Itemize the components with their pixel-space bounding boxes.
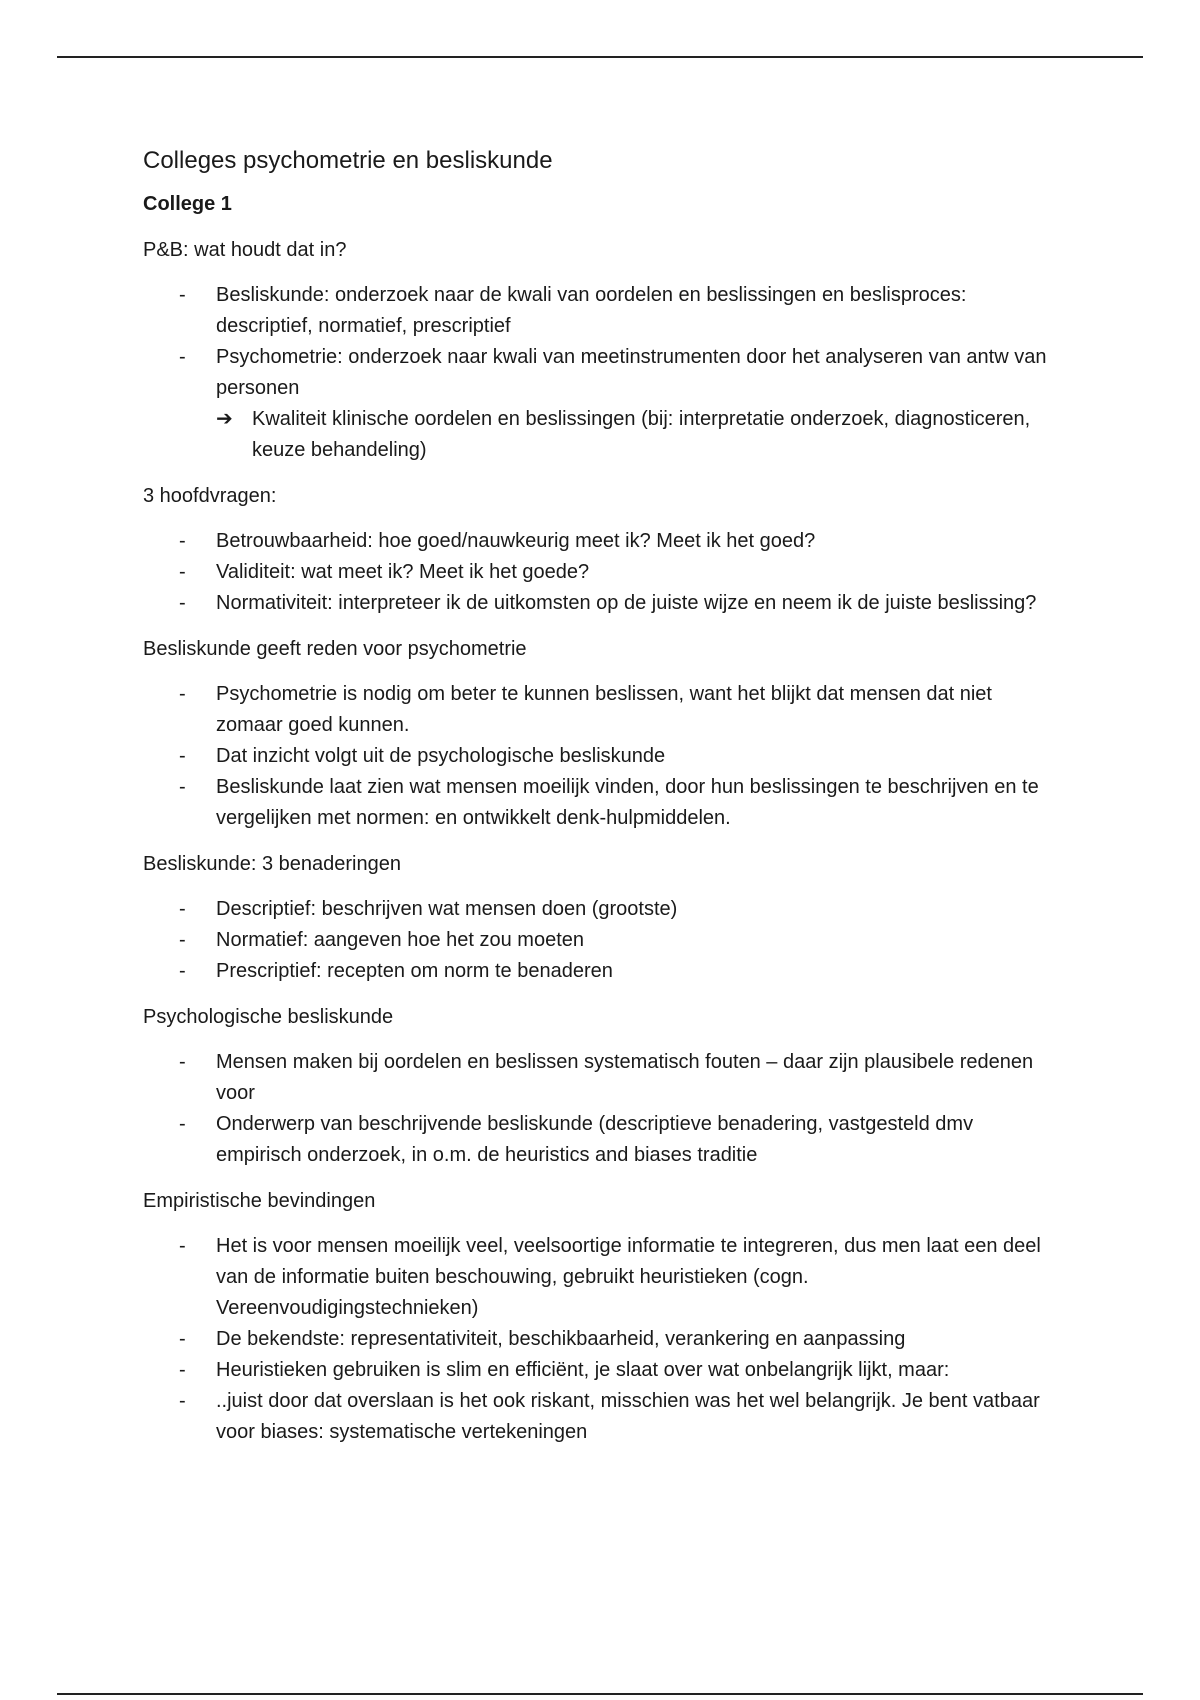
list-item: - Descriptief: beschrijven wat mensen doen (grootste) [143, 894, 1063, 925]
document-subtitle: College 1 [143, 193, 232, 215]
dash-bullet: - [179, 898, 186, 920]
dash-bullet: - [179, 929, 186, 951]
dash-bullet: - [179, 346, 186, 368]
list-item: - Normatief: aangeven hoe het zou moeten [143, 925, 1063, 956]
list-item: - Onderwerp van beschrijvende besliskunde (descriptieve benadering, vastgesteld dmv empirisch onderzoek, in o.m. de heuristics and biases traditie [143, 1109, 1063, 1171]
list-item: - Betrouwbaarheid: hoe goed/nauwkeurig meet ik? Meet ik het goed? [143, 526, 1063, 557]
section-reden [143, 635, 1063, 834]
bullet-list [143, 280, 1063, 466]
document-body [143, 144, 1063, 1464]
dash-bullet: - [179, 1235, 186, 1257]
section-psychologische [143, 1003, 1063, 1171]
dash-bullet: - [179, 683, 186, 705]
dash-bullet: - [179, 776, 186, 798]
dash-bullet: - [179, 284, 186, 306]
section-heading: Besliskunde geeft reden voor psychometrie [143, 638, 527, 660]
bullet-list [143, 526, 1063, 619]
dash-bullet: - [179, 960, 186, 982]
list-item: - De bekendste: representativiteit, beschikbaarheid, verankering en aanpassing [143, 1324, 1063, 1355]
list-item: - Besliskunde: onderzoek naar de kwali van oordelen en beslissingen en beslisproces: descriptief, normatief, prescriptief [143, 280, 1063, 342]
arrow-sub-item: ➔ Kwaliteit klinische oordelen en beslissingen (bij: interpretatie onderzoek, diagnosticeren, keuze behandeling) [216, 404, 1063, 466]
list-item: - Het is voor mensen moeilijk veel, veelsoortige informatie te integreren, dus men laat een deel van de informatie buiten beschouwing, gebruikt heuristieken (cogn. Vereenvoudigingstechnieken) [143, 1231, 1063, 1324]
dash-bullet: - [179, 561, 186, 583]
header-rule [57, 56, 1143, 58]
list-item: - Psychometrie is nodig om beter te kunnen beslissen, want het blijkt dat mensen dat niet zomaar goed kunnen. [143, 679, 1063, 741]
list-item: - Prescriptief: recepten om norm te benaderen [143, 956, 1063, 987]
document-title: Colleges psychometrie en besliskunde [143, 147, 553, 174]
section-pb [143, 236, 1063, 466]
section-heading: P&B: wat houdt dat in? [143, 239, 347, 261]
section-heading: 3 hoofdvragen: [143, 485, 277, 507]
dash-bullet: - [179, 1390, 186, 1412]
section-heading: Besliskunde: 3 benaderingen [143, 853, 401, 875]
list-item: - Validiteit: wat meet ik? Meet ik het goede? [143, 557, 1063, 588]
list-item: - Mensen maken bij oordelen en beslissen systematisch fouten – daar zijn plausibele redenen voor [143, 1047, 1063, 1109]
section-benaderingen [143, 850, 1063, 987]
bullet-list [143, 894, 1063, 987]
bullet-list [143, 1047, 1063, 1171]
section-hoofdvragen [143, 482, 1063, 619]
list-item: - Psychometrie: onderzoek naar kwali van meetinstrumenten door het analyseren van antw van personen ➔ Kwaliteit klinische oordelen en beslissingen (bij: interpretatie onderzoek, diagnosticeren, keuze behandeling) [143, 342, 1063, 466]
list-item: - ..juist door dat overslaan is het ook riskant, misschien was het wel belangrijk. Je bent vatbaar voor biases: systematische vertekeningen [143, 1386, 1063, 1448]
arrow-right-icon: ➔ [216, 408, 233, 430]
dash-bullet: - [179, 1359, 186, 1381]
dash-bullet: - [179, 1113, 186, 1135]
bullet-list [143, 1231, 1063, 1448]
dash-bullet: - [179, 1051, 186, 1073]
dash-bullet: - [179, 1328, 186, 1350]
section-heading: Empiristische bevindingen [143, 1190, 376, 1212]
dash-bullet: - [179, 745, 186, 767]
section-empiristische [143, 1187, 1063, 1448]
list-item: - Heuristieken gebruiken is slim en efficiënt, je slaat over wat onbelangrijk lijkt, maar: [143, 1355, 1063, 1386]
bullet-list [143, 679, 1063, 834]
dash-bullet: - [179, 592, 186, 614]
list-item: - Besliskunde laat zien wat mensen moeilijk vinden, door hun beslissingen te beschrijven en te vergelijken met normen: en ontwikkelt denk-hulpmiddelen. [143, 772, 1063, 834]
list-item: - Dat inzicht volgt uit de psychologische besliskunde [143, 741, 1063, 772]
dash-bullet: - [179, 530, 186, 552]
section-heading: Psychologische besliskunde [143, 1006, 394, 1028]
footer-rule [57, 1693, 1143, 1695]
list-item: - Normativiteit: interpreteer ik de uitkomsten op de juiste wijze en neem ik de juiste beslissing? [143, 588, 1063, 619]
